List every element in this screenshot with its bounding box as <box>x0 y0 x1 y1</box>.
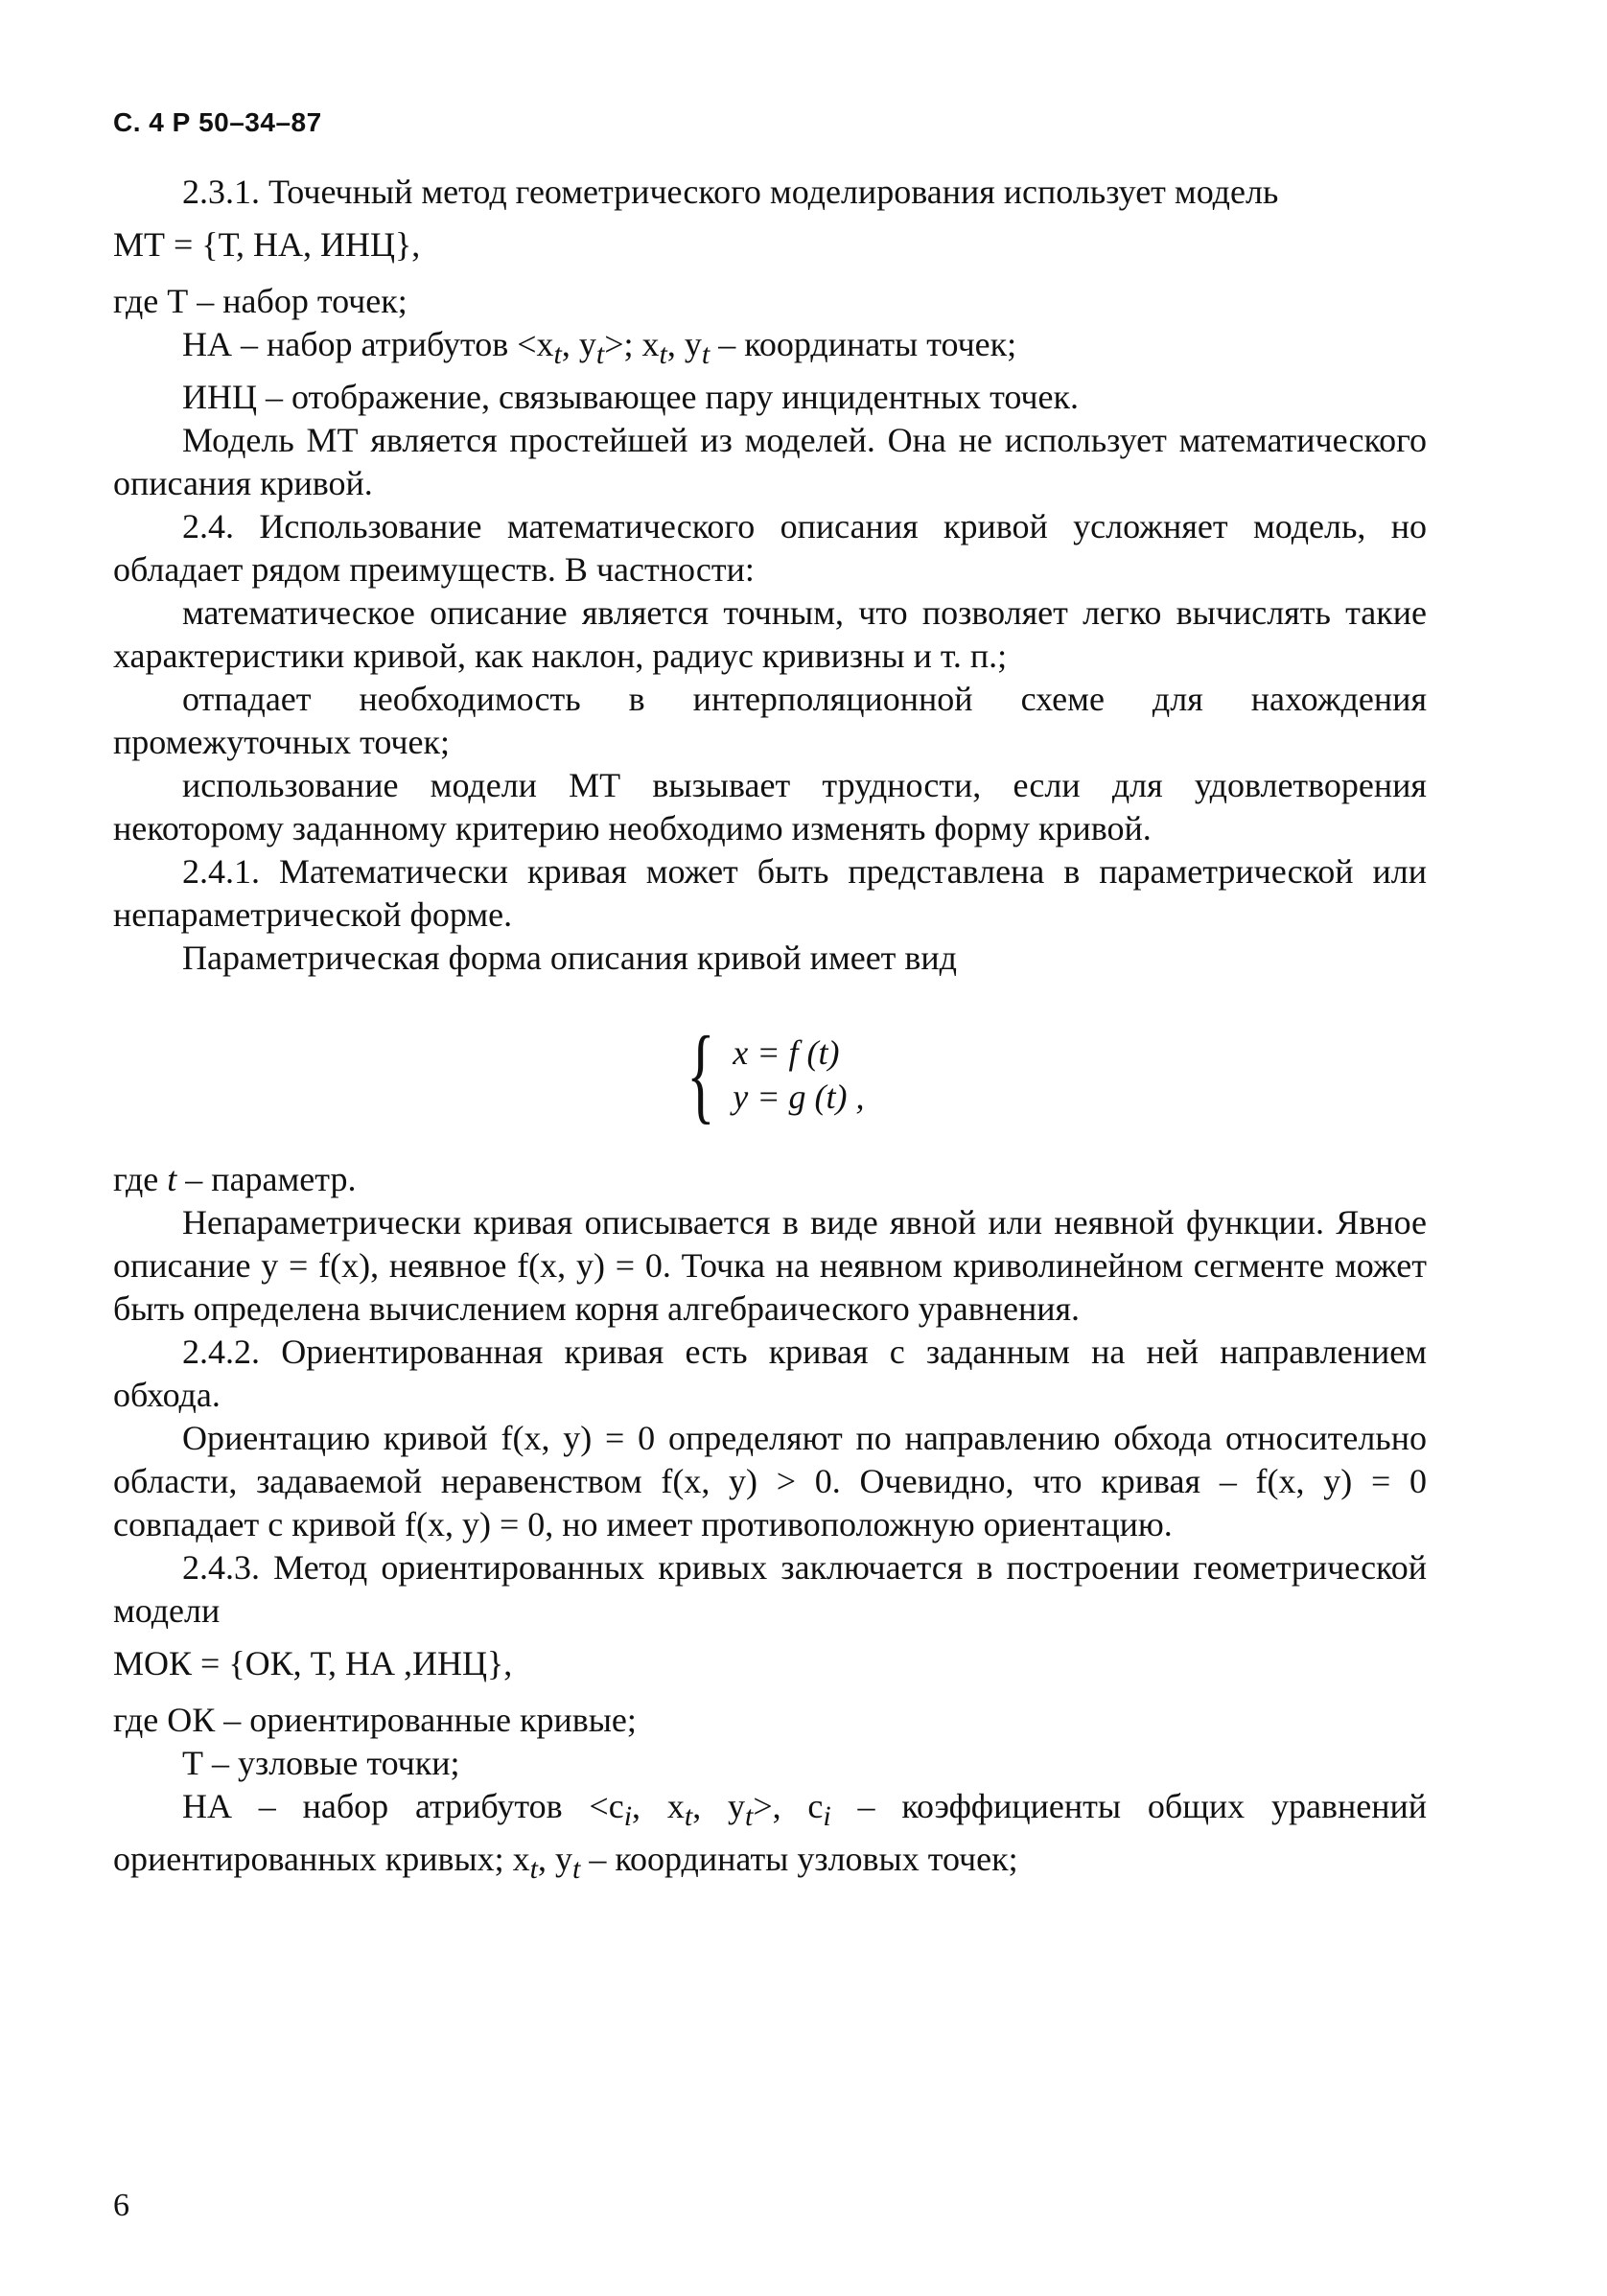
paragraph-2-4-2: 2.4.2. Ориентированная кривая есть кривая с заданным на ней направлением обхода. <box>113 1333 1427 1415</box>
page-body <box>113 171 1427 1891</box>
where-line-ok: где ОК – ориентированные кривые; <box>113 1701 637 1740</box>
paragraph-2-4: 2.4. Использование математического описания кривой усложняет модель, но обладает рядом преимуществ. В частности: <box>113 507 1427 590</box>
system-line-x: x = f (t) <box>733 1033 840 1073</box>
paragraph-orientation: Ориентацию кривой f(x, y) = 0 определяют по направлению обхода относительно области, задаваемой неравенством f(x, y) > 0. Очевидно, что кривая – f(x, y) = 0 совпадает с кривой f(x, y) = 0, но имеет противоположную ориентацию. <box>113 1419 1427 1544</box>
where-line-na: НА – набор атрибутов $<x_t$, $y_t>$; $x_t$, $y_t$ – координаты точек; <box>182 325 1017 371</box>
formula-mt: МТ = {Т, НА, ИНЦ}, <box>113 225 421 264</box>
paragraph-mt-simplest: Модель МТ является простейшей из моделей. Она не использует математического описания кривой. <box>113 421 1427 503</box>
running-header: С. 4 Р 50–34–87 <box>113 107 322 137</box>
system-line-y: y = g (t) , <box>733 1078 865 1117</box>
paragraph-advantage-2: отпадает необходимость в интерполяционной схеме для нахождения промежуточных точек; <box>113 680 1427 762</box>
paragraph-advantage-1: математическое описание является точным, что позволяет легко вычислять такие характеристики кривой, как наклон, радиус кривизны и т. п.; <box>113 593 1427 676</box>
where-line-nodes: Т – узловые точки; <box>182 1744 460 1783</box>
where-line-t: где Т – набор точек; <box>113 282 408 320</box>
where-line-inc: ИНЦ – отображение, связывающее пару инцидентных точек. <box>182 378 1079 417</box>
paragraph-parametric-form: Параметрическая форма описания кривой имеет вид <box>182 939 957 978</box>
formula-mok: МОК = {ОК, Т, НА ,ИНЦ}, <box>113 1644 513 1683</box>
system-brace: { <box>687 1015 716 1135</box>
paragraph-nonparametric: Непараметрически кривая описывается в виде явной или неявной функции. Явное описание y = f(x), неявное f(x, y) = 0. Точка на неявном криволинейном сегменте может быть определена вычислением корня алгебраического уравнения. <box>113 1203 1427 1329</box>
page-number: 6 <box>113 2188 129 2223</box>
where-line-attributes: НА – набор атрибутов $<c_i$, $x_t$, $y_t>$, $c_i$ – коэффициенты общих уравнений ориентированных кривых; $x_t$, $y_t$ – координаты узловых точек; <box>113 1787 1427 1886</box>
paragraph-advantage-3: использование модели МТ вызывает трудности, если для удовлетворения некоторому заданному критерию необходимо изменять форму кривой. <box>113 766 1427 848</box>
where-parameter: где t – параметр. <box>113 1160 357 1199</box>
paragraph-2-3-1: 2.3.1. Точечный метод геометрического моделирования использует модель <box>182 173 1279 211</box>
parametric-system <box>113 1012 1427 1137</box>
paragraph-2-4-3: 2.4.3. Метод ориентированных кривых заключается в построении геометрической модели <box>113 1548 1427 1631</box>
paragraph-2-4-1: 2.4.1. Математически кривая может быть представлена в параметрической или непараметрической форме. <box>113 852 1427 935</box>
